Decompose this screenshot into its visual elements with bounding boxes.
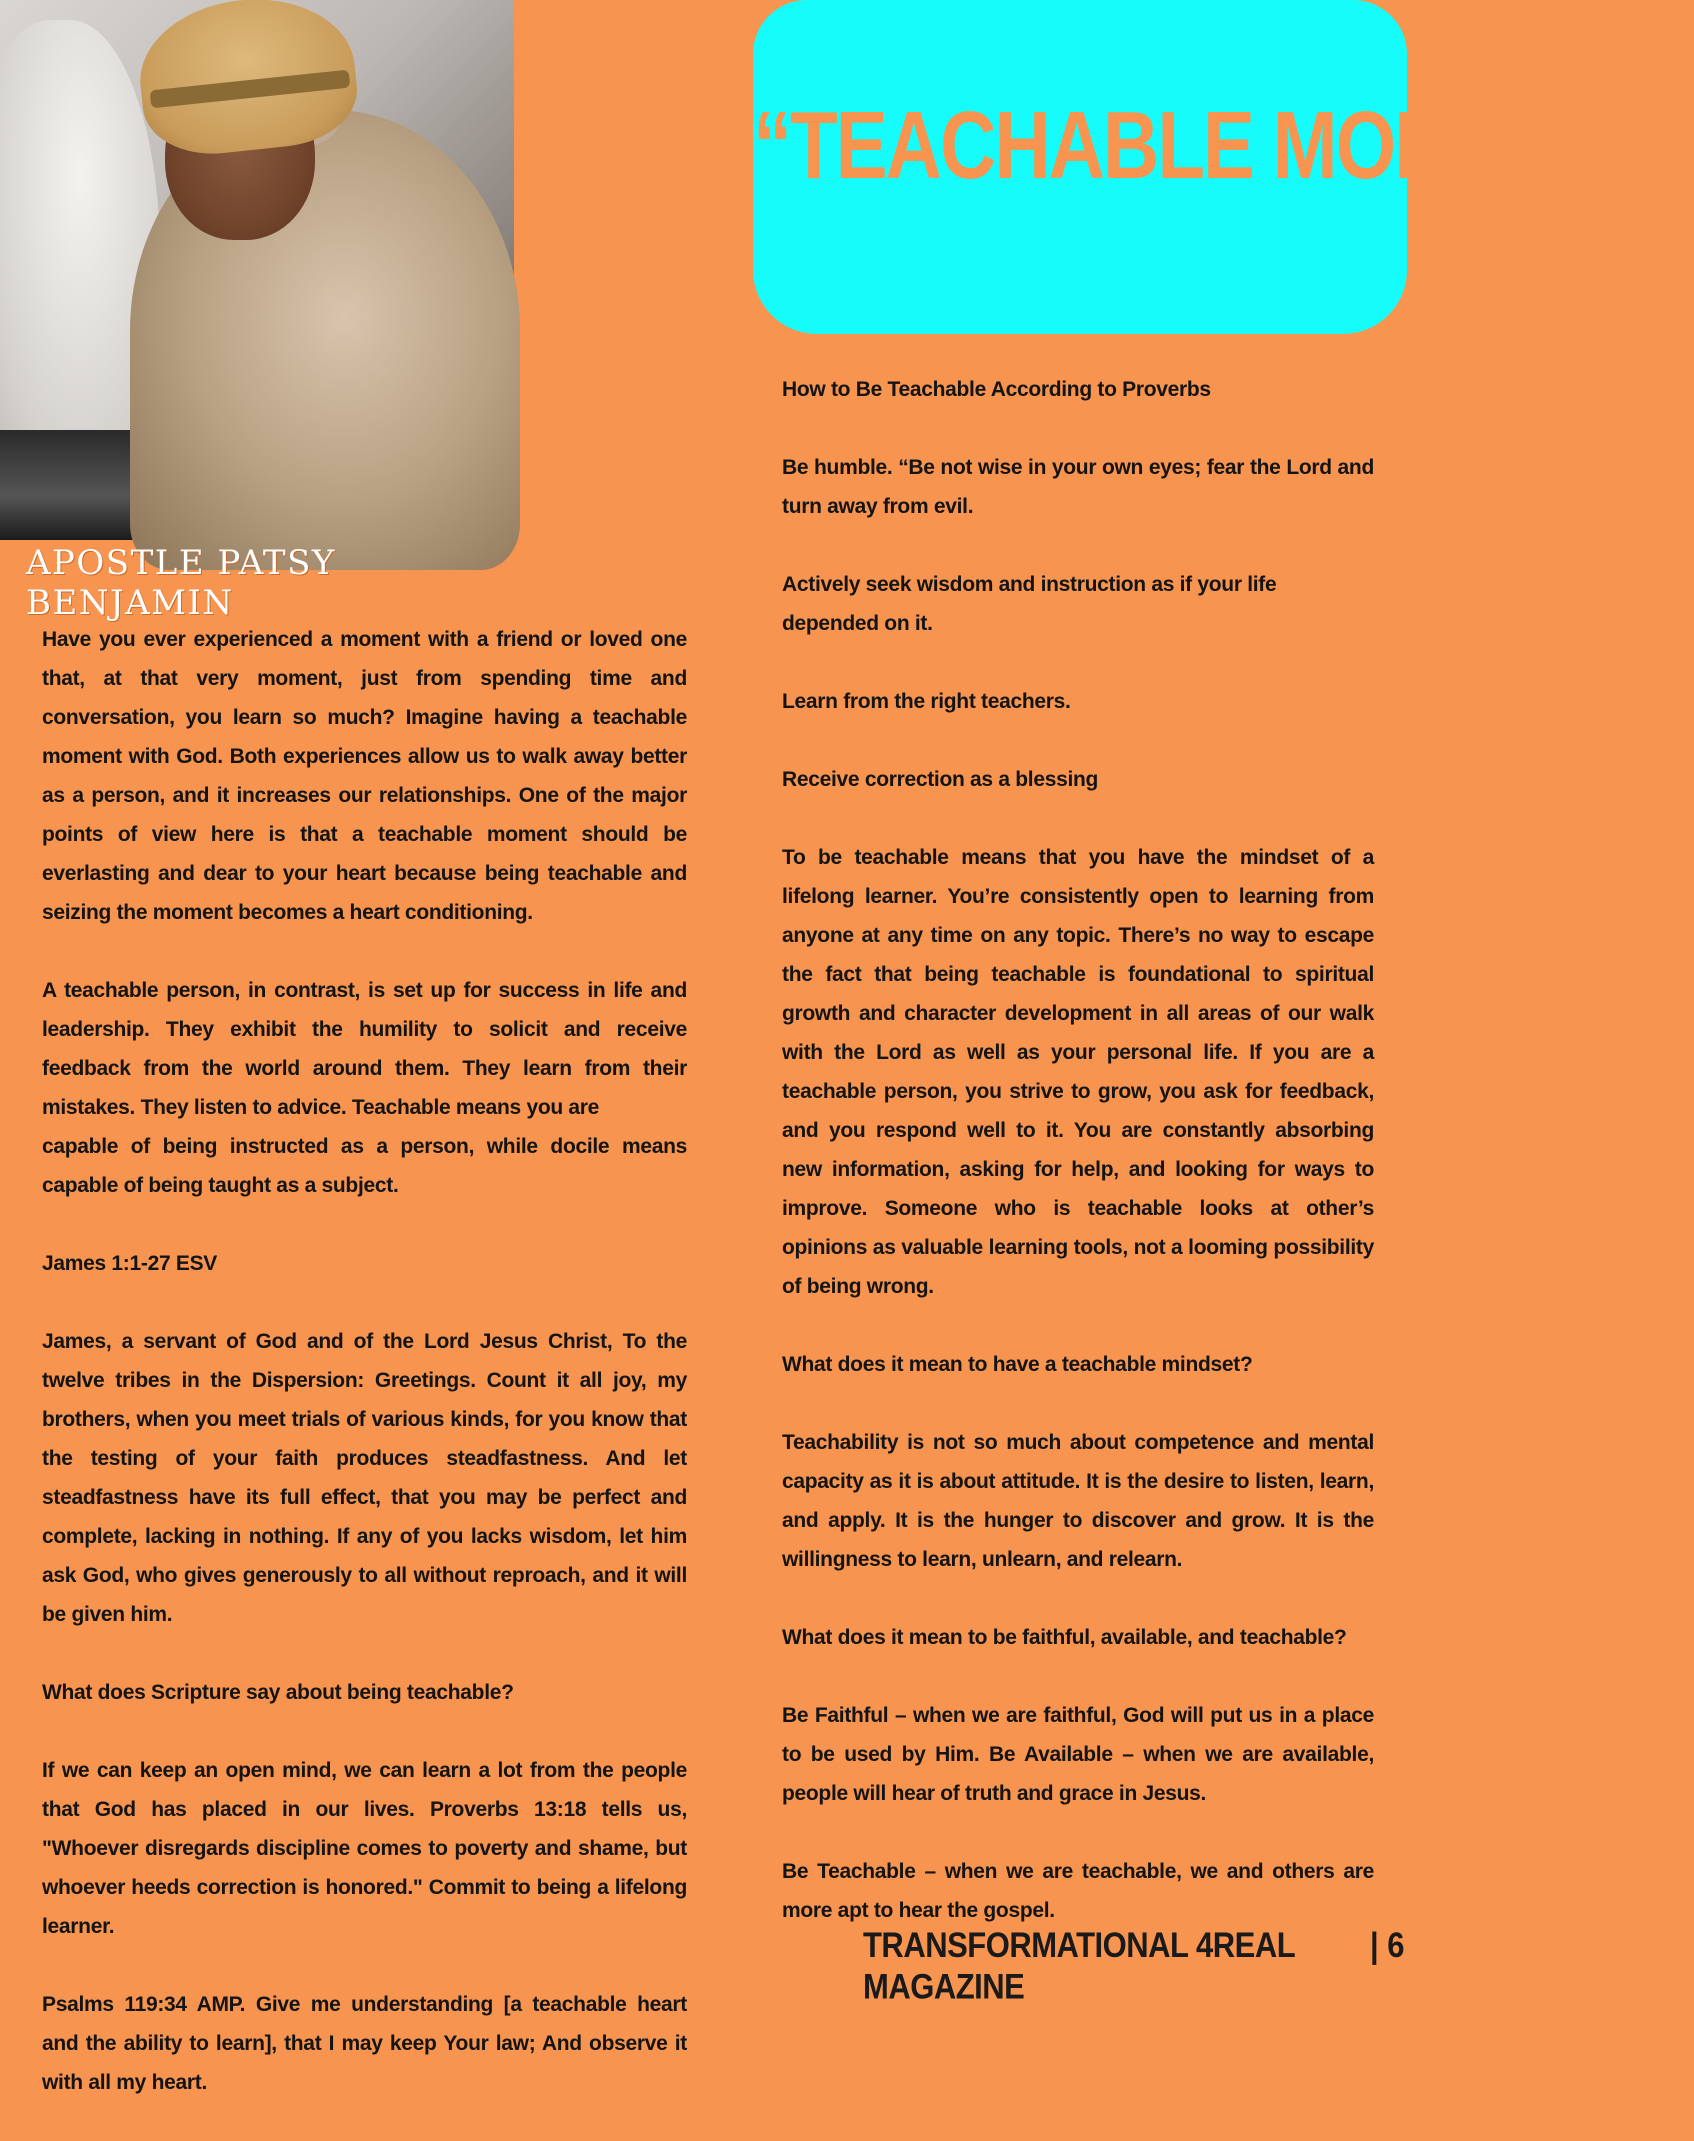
section-heading: What does it mean to have a teachable mindset?	[782, 1353, 1253, 1376]
scripture-reference: James 1:1-27 ESV	[42, 1252, 217, 1275]
paragraph: Be Teachable – when we are teachable, we and others are more apt to hear the gospel.	[782, 1860, 1374, 1922]
paragraph: To be teachable means that you have the mindset of a lifelong learner. You’re consistently open to learning from anyone at any time on any topic. There’s no way to escape the fact that being teachable is foundational to spiritual growth and character development in all areas of our walk with the Lord as well as your personal life. If you are a teachable person, you strive to grow, you ask for feedback, and you respond well to it. You are constantly absorbing new information, asking for help, and looking for ways to improve. Someone who is teachable looks at other’s opinions as valuable learning tools, not a looming possibility of being wrong.	[782, 846, 1374, 1298]
paragraph: If we can keep an open mind, we can learn a lot from the people that God has placed in our lives. Proverbs 13:18 tells us, "Whoever disregards discipline comes to poverty and shame, but whoever heeds correction is honored." Commit to being a lifelong learner.	[42, 1759, 687, 1938]
left-article-column	[42, 620, 687, 2141]
paragraph: Be humble. “Be not wise in your own eyes; fear the Lord and turn away from evil.	[782, 456, 1374, 518]
paragraph: Have you ever experienced a moment with a friend or loved one that, at that very moment, just from spending time and conversation, you learn so much? Imagine having a teachable moment with God. Both experiences allow us to walk away better as a person, and it increases our relationships. One of the major points of view here is that a teachable moment should be everlasting and dear to your heart because being teachable and seizing the moment becomes a heart conditioning.	[42, 628, 687, 924]
paragraph: Teachability is not so much about competence and mental capacity as it is about attitude. It is the desire to listen, learn, and apply. It is the hunger to discover and grow. It is the willingness to learn, unlearn, and relearn.	[782, 1431, 1374, 1571]
paragraph: A teachable person, in contrast, is set up for success in life and leadership. They exhibit the humility to solicit and receive feedback from the world around them. They learn from their mistakes. They listen to advice. Teachable means you are	[42, 979, 687, 1119]
page-number: | 6	[1370, 1925, 1405, 1966]
author-photo	[0, 0, 514, 540]
author-name: APOSTLE PATSY BENJAMIN	[26, 543, 336, 623]
paragraph: capable of being instructed as a person, while docile means capable of being taught as a subject.	[42, 1135, 687, 1197]
paragraph: Actively seek wisdom and instruction as if your life depended on it.	[782, 573, 1277, 635]
paragraph: James, a servant of God and of the Lord Jesus Christ, To the twelve tribes in the Dispersion: Greetings. Count it all joy, my brothers, when you meet trials of various kinds, for you know that the testing of your faith produces steadfastness. And let steadfastness have its full effect, that you may be perfect and complete, lacking in nothing. If any of you lacks wisdom, let him ask God, who gives generously to all without reproach, and it will be given him.	[42, 1330, 687, 1626]
paragraph: Be Faithful – when we are faithful, God will put us in a place to be used by Him. Be Available – when we are available, people will hear of truth and grace in Jesus.	[782, 1704, 1374, 1805]
section-heading: How to Be Teachable According to Proverbs	[782, 378, 1211, 401]
right-article-column	[782, 370, 1374, 1969]
magazine-name: TRANSFORMATIONAL 4REAL MAGAZINE	[863, 1925, 1295, 2007]
section-heading: What does it mean to be faithful, available, and teachable?	[782, 1626, 1347, 1649]
paragraph: Psalms 119:34 AMP. Give me understanding [a teachable heart and the ability to learn], that I may keep Your law; And observe it with all my heart.	[42, 1993, 687, 2094]
title-banner	[753, 0, 1694, 334]
page-title: “TEACHABLE MOMENTS”	[753, 91, 1694, 199]
paragraph: Learn from the right teachers.	[782, 690, 1071, 713]
paragraph: Receive correction as a blessing	[782, 768, 1099, 791]
section-heading: What does Scripture say about being teachable?	[42, 1681, 514, 1704]
